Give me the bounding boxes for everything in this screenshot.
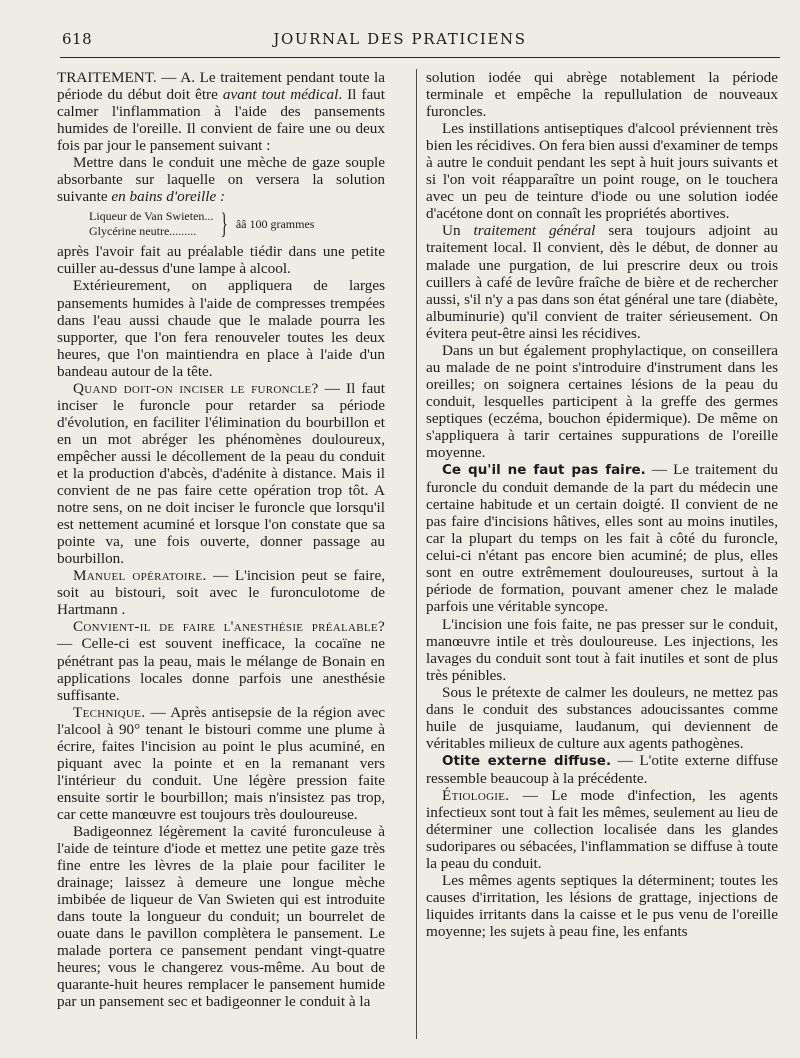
paragraph-prophylactique: Dans un but également prophylactique, on conseillera au malade de ne point s'introduire d'instrument dans les oreilles; on soignera certaines lésions de la peau du conduit, lesquelles participent à la greffe des germes septiques (eczéma, bouchon épidermique). De même on s'appliquera à tarir certaines suppurations de l'oreille moyenne. <box>426 341 778 462</box>
heading-anesthesie: Convient-il de faire l'anesthésie préalable? <box>73 618 385 636</box>
paragraph-calmer-douleurs: Sous le prétexte de calmer les douleurs, ne mettez pas dans le conduit des substances adoucissantes comme huile de jusquiame, laudanum, qui deviennent de véritables milieux de culture aux agents pathogènes. <box>426 683 778 752</box>
heading-technique: Technique. <box>73 703 146 721</box>
paragraph-ne-pas-faire: Ce qu'il ne faut pas faire. — Le traitement du furoncle du conduit demande de la part du médecin une certaine habitude et un certain doigté. Il convient de ne pas faire d'incisions hâtives, elles sont au moins inutiles, car la plupart du temps on les fait à côté du furoncle, celui-ci n'étant pas encore bien acuminé; de plus, elles sont en outre extrêmement douloureuses, surtout à la période de formation, pouvant amener chez le malade parfois une véritable syncope. <box>426 461 778 616</box>
page-number: 618 <box>62 30 93 48</box>
header-rule <box>60 57 780 58</box>
paragraph-meche: Mettre dans le conduit une mèche de gaze souple absorbante sur laquelle on versera la solution suivante en bains d'oreille : <box>57 154 385 206</box>
paragraph-traitement-general: Un traitement général sera toujours adjoint au traitement local. Il convient, dès le début, de donner au malade une purgation, de lui prescrire deux ou trois cuillers à café de levûre fraîche de bière et de rechercher aussi, s'il n'y a pas dans son état général une tare (diabète, albuminurie) qu'il convient de traiter sérieusement. On évitera peut-être ainsi les récidives. <box>426 222 778 342</box>
right-column <box>426 69 778 940</box>
column-divider <box>416 69 417 1039</box>
paragraph-solution-iodee: solution iodée qui abrège notablement la période terminale et empêche la repullulation de nouveaux furoncles. <box>426 69 778 121</box>
heading-manuel-operatoire: Manuel opératoire. <box>73 567 207 585</box>
paragraph-exterieurement: Extérieurement, on appliquera de larges pansements humides à l'aide de compresses trempées dans l'eau aussi chaude que le malade pourra les supporter, que l'on fera renouveler toutes les deux heures, que l'on maintiendra en place à l'aide d'un bandeau autour de la tête. <box>57 277 385 380</box>
page-header <box>0 0 800 70</box>
paragraph-anesthesie: Convient-il de faire l'anesthésie préalable? — Celle-ci est souvent inefficace, la cocaïne ne pénétrant pas la peau, mais le mélange de Bonain en applications locales donne parfois une anesthésie suffisante. <box>57 618 385 704</box>
formula-ingredient-1: Liqueur de Van Swieten... <box>89 209 214 224</box>
heading-ne-pas-faire: Ce qu'il ne faut pas faire. <box>442 462 646 479</box>
formula-dose: ââ 100 grammes <box>235 216 315 231</box>
paragraph-agents-septiques: Les mêmes agents septiques la déterminent; toutes les causes d'irritation, les lésions de grattage, injections de liquides irritants dans la caisse et le pus venu de l'oreille moyenne; les sujets à peau fine, les enfants <box>426 872 778 941</box>
paragraph-manuel: Manuel opératoire. — L'incision peut se faire, soit au bistouri, soit avec le furonculotome de Hartmann . <box>57 567 385 619</box>
heading-otite-externe: Otite externe diffuse. <box>442 752 612 769</box>
section-heading-traitement: TRAITEMENT. <box>57 69 157 86</box>
paragraph-tiedir: après l'avoir fait au préalable tiédir dans une petite cuiller au-dessus d'une lampe à alcool. <box>57 243 385 278</box>
paragraph-incision-faite: L'incision une fois faite, ne pas presser sur le conduit, manœuvre intile et très douloureuse. Les injections, les lavages du conduit sont tout à fait inutiles et sont de plus très pénibles. <box>426 615 778 684</box>
paragraph-badigeonnez: Badigeonnez légèrement la cavité furonculeuse à l'aide de teinture d'iode et mettez une petite gaze très fine entre les lèvres de la plaie pour faciliter le drainage; laissez à demeure une longue mèche imbibée de liqueur de Van Swieten qui est introduite dans toute la longueur du conduit; un bourrelet de ouate dans le pavillon complètera le pansement. Le malade portera ce pansement pendant vingt-quatre heures; vous le changerez vous-même. Au bout de quarante-huit heures remplacer le pansement humide par un pansement sec et badigeonner le conduit à la <box>57 822 385 1011</box>
brace-glyph: } <box>221 207 229 241</box>
prescription-formula <box>89 209 385 239</box>
running-title: JOURNAL DES PRATICIENS <box>273 30 527 48</box>
formula-ingredient-2: Glycérine neutre......... <box>89 224 197 239</box>
heading-quand-inciser: Quand doit-on inciser le furoncle? <box>73 379 319 397</box>
left-column <box>57 69 385 1010</box>
paragraph-traitement: TRAITEMENT. — A. Le traitement pendant toute la période du début doit être avant tout médical. Il faut calmer l'inflammation à l'aide des pansements humides de l'oreille. Il convient de faire une ou deux fois par jour le pansement suivant : <box>57 69 385 155</box>
paragraph-otite-externe: Otite externe diffuse. — L'otite externe diffuse ressemble beaucoup à la précédente. <box>426 751 778 787</box>
paragraph-instillations: Les instillations antiseptiques d'alcool préviennent très bien les récidives. On fera bien aussi d'examiner de temps à autre le conduit pendant les sept à huit jours suivants et si l'on voit réapparaître un point rouge, on le touchera avec un peu de teinture d'iode ou une solution iodée d'acétone dont on connaît les propriétés abortives. <box>426 120 778 223</box>
heading-etiologie: Étiologie. <box>442 786 510 804</box>
paragraph-inciser: Quand doit-on inciser le furoncle? — Il faut inciser le furoncle pour retarder sa période d'évolution, en faciliter l'élimination du bourbillon et en un mot abréger les phénomènes douloureux, empêcher aussi le décollement de la peau du conduit et la production d'abcès, d'adénite à distance. Mais il convient de ne pas faire cette opération trop tôt. A notre sens, on ne doit inciser le furoncle que lorsqu'il est nettement acuminé et lorsque l'on constate que sa pointe va, une fois ouverte, donner passage au bourbillon. <box>57 379 386 568</box>
paragraph-technique: Technique. — Après antisepsie de la région avec l'alcool à 90° tenant le bistouri comme une plume à écrire, faites l'incision au point le plus acuminé, en piquant avec la pointe et en la remanant vers l'intérieur du conduit. Une légère pression faite ensuite sortir le bourbillon; mais n'insistez pas trop, car cette manœuvre est toujours très douloureuse. <box>57 703 385 823</box>
paragraph-etiologie: Étiologie. — Le mode d'infection, les agents infectieux sont tout à fait les mêmes, seulement au lieu de déterminer une collection localisée dans les glandes sudoripares ou sébacées, l'inflammation se diffuse à toute la peau du conduit. <box>426 786 778 873</box>
